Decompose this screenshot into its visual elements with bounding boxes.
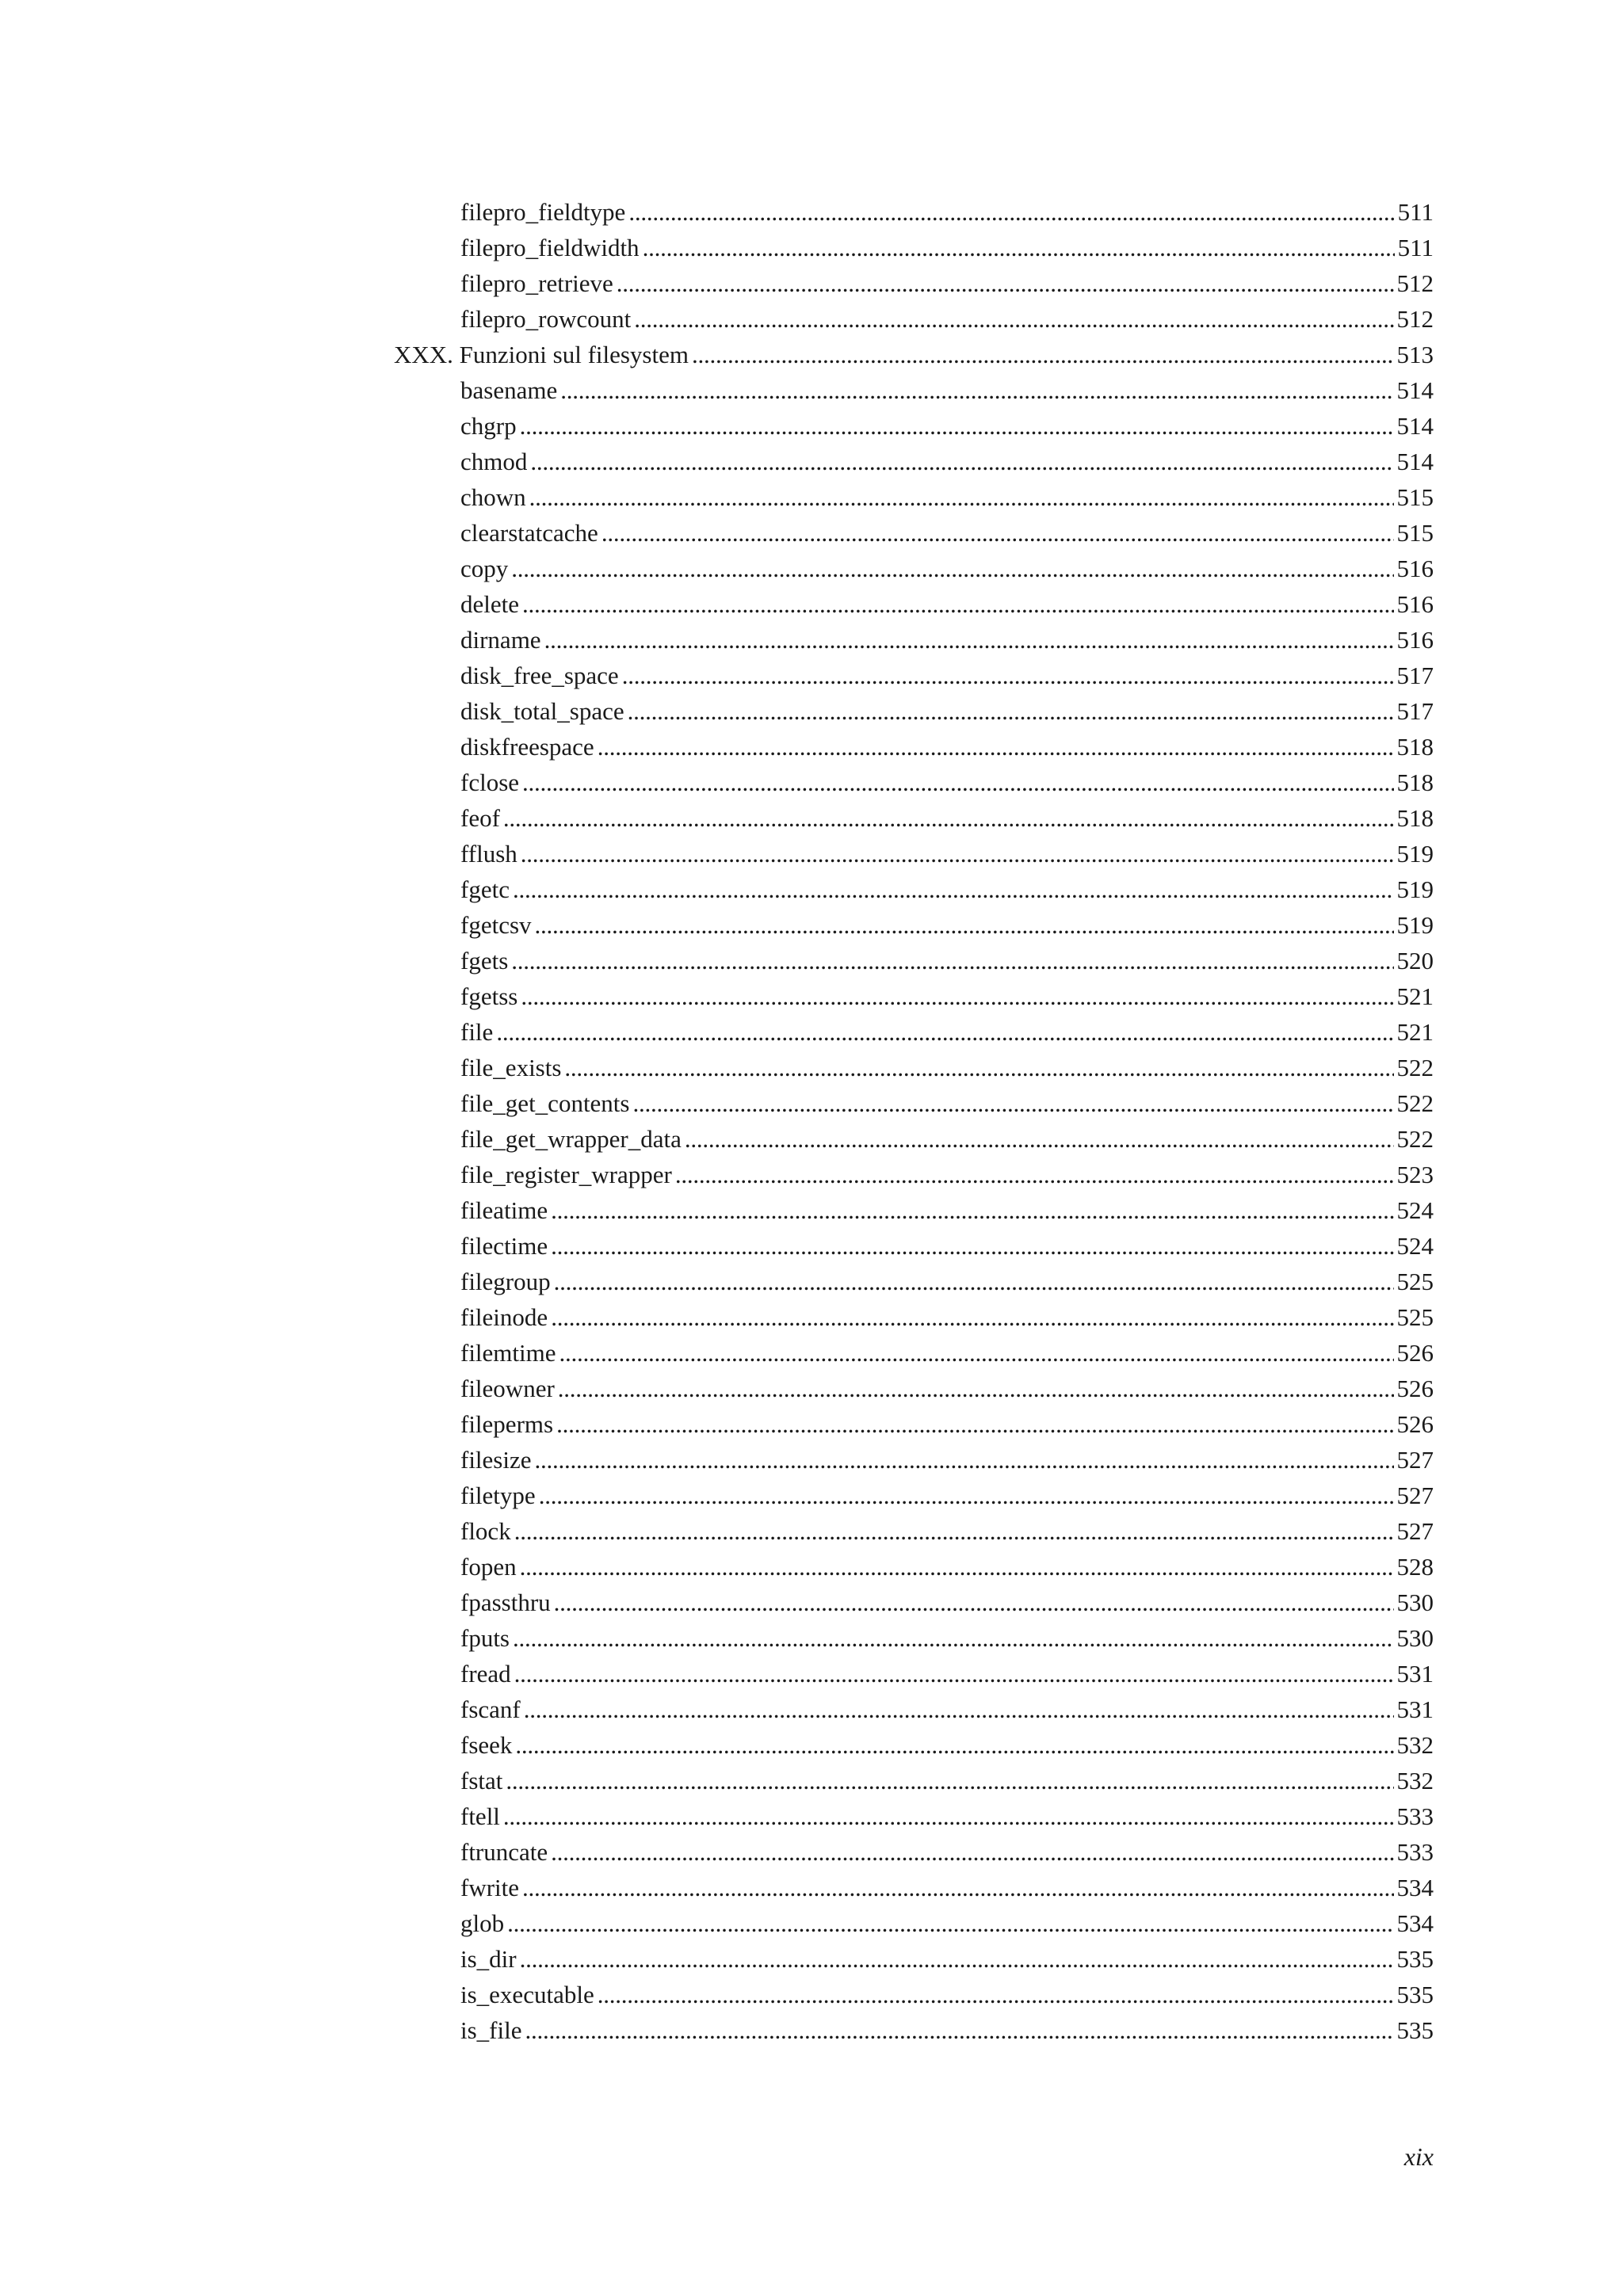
dot-leader	[524, 1691, 1394, 1727]
toc-entry-title: delete	[460, 590, 520, 618]
toc-entry[interactable]	[394, 622, 1434, 658]
dot-leader	[598, 1977, 1394, 2012]
toc-entry[interactable]	[394, 1513, 1434, 1549]
page-folio: xix	[1403, 2142, 1434, 2171]
dot-leader	[601, 515, 1394, 551]
toc-entry[interactable]	[394, 1264, 1434, 1299]
toc-entry-title: chmod	[460, 448, 528, 475]
toc-entry-title: fflush	[460, 840, 517, 868]
toc-entry[interactable]	[394, 372, 1434, 408]
dot-leader	[511, 551, 1393, 586]
dot-leader	[554, 1585, 1394, 1620]
toc-entry-title: copy	[460, 555, 509, 582]
toc-entry-title: filetype	[460, 1482, 536, 1509]
toc-entry[interactable]	[394, 301, 1434, 337]
dot-leader	[559, 1335, 1394, 1371]
toc-entry-page-number: 516	[1396, 626, 1434, 654]
toc-entry[interactable]	[394, 1620, 1434, 1656]
toc-entry[interactable]	[394, 551, 1434, 586]
toc-entry[interactable]	[394, 978, 1434, 1014]
toc-entry-page-number: 517	[1396, 697, 1434, 725]
toc-entry-page-number: 530	[1396, 1589, 1434, 1616]
toc-entry-title: filegroup	[460, 1268, 551, 1295]
dot-leader	[520, 408, 1394, 444]
toc-entry[interactable]	[394, 1014, 1434, 1050]
toc-entry-title: ftruncate	[460, 1838, 548, 1866]
toc-entry-page-number: 524	[1396, 1232, 1434, 1260]
dot-leader	[551, 1834, 1393, 1870]
toc-entry-title: file	[460, 1018, 494, 1046]
toc-entry-title: filepro_fieldwidth	[460, 234, 640, 261]
dot-leader	[525, 2012, 1394, 2048]
toc-entry-title: disk_total_space	[460, 697, 624, 725]
toc-entry[interactable]	[394, 1870, 1434, 1905]
dot-leader	[513, 871, 1394, 907]
toc-entry[interactable]	[394, 479, 1434, 515]
toc-entry-title: is_dir	[460, 1945, 517, 1973]
toc-entry-title: fgetss	[460, 982, 518, 1010]
toc-entry[interactable]	[394, 230, 1434, 265]
dot-leader	[503, 800, 1394, 836]
toc-entry[interactable]	[394, 658, 1434, 693]
dot-leader	[551, 1192, 1393, 1228]
dot-leader	[513, 1620, 1394, 1656]
toc-entry-page-number: 528	[1396, 1553, 1434, 1581]
toc-entry[interactable]	[394, 1442, 1434, 1478]
toc-entry-title: filesize	[460, 1446, 532, 1474]
toc-entry-page-number: 535	[1396, 2016, 1434, 2044]
toc-entry-page-number: 533	[1396, 1802, 1434, 1830]
toc-entry-page-number: 512	[1396, 305, 1434, 333]
toc-entry[interactable]	[394, 1371, 1434, 1406]
toc-entry-page-number: 514	[1396, 448, 1434, 475]
toc-entry-page-number: 522	[1396, 1089, 1434, 1117]
toc-entry-title: filepro_rowcount	[460, 305, 632, 333]
toc-entry-page-number: 514	[1396, 376, 1434, 404]
toc-entry-page-number: 515	[1396, 483, 1434, 511]
toc-entry-page-number: 519	[1396, 875, 1434, 903]
toc-entry-page-number: 533	[1396, 1838, 1434, 1866]
toc-entry-page-number: 526	[1396, 1375, 1434, 1402]
toc-entry-page-number: 525	[1396, 1303, 1434, 1331]
dot-leader	[507, 1905, 1393, 1941]
toc-entry[interactable]	[394, 693, 1434, 729]
toc-entry-title: feof	[460, 804, 500, 832]
toc-section-heading[interactable]	[394, 337, 1434, 372]
table-of-contents	[394, 194, 1434, 2048]
toc-entry-title: file_exists	[460, 1054, 562, 1081]
toc-entry-page-number: 535	[1396, 1945, 1434, 1973]
toc-entry-page-number: 534	[1396, 1874, 1434, 1901]
toc-entry[interactable]	[394, 1406, 1434, 1442]
dot-leader	[522, 765, 1393, 800]
dot-leader	[522, 586, 1393, 622]
toc-entry-title: XXX. Funzioni sul filesystem	[394, 341, 689, 368]
toc-entry[interactable]	[394, 515, 1434, 551]
dot-leader	[685, 1121, 1394, 1157]
toc-entry-title: fpassthru	[460, 1589, 551, 1616]
dot-leader	[560, 372, 1393, 408]
dot-leader	[564, 1050, 1393, 1085]
dot-leader	[622, 658, 1394, 693]
dot-leader	[530, 444, 1393, 479]
toc-entry[interactable]	[394, 1299, 1434, 1335]
dot-leader	[515, 1727, 1393, 1763]
toc-entry-title: fileperms	[460, 1410, 554, 1438]
toc-entry-page-number: 535	[1396, 1981, 1434, 2008]
toc-entry-title: fstat	[460, 1767, 503, 1794]
toc-entry-title: fread	[460, 1660, 511, 1688]
dot-leader	[554, 1264, 1394, 1299]
toc-entry-page-number: 518	[1396, 804, 1434, 832]
dot-leader	[633, 1085, 1394, 1121]
toc-entry-page-number: 516	[1396, 555, 1434, 582]
toc-entry[interactable]	[394, 586, 1434, 622]
toc-entry-page-number: 516	[1396, 590, 1434, 618]
toc-entry-page-number: 513	[1396, 341, 1434, 368]
dot-leader	[520, 1549, 1394, 1585]
toc-entry-page-number: 518	[1396, 733, 1434, 761]
toc-entry[interactable]	[394, 729, 1434, 765]
toc-entry-title: file_register_wrapper	[460, 1161, 672, 1188]
toc-entry-page-number: 522	[1396, 1125, 1434, 1153]
toc-entry-title: file_get_wrapper_data	[460, 1125, 682, 1153]
dot-leader	[643, 230, 1395, 265]
toc-entry-page-number: 511	[1397, 234, 1434, 261]
toc-entry[interactable]	[394, 1050, 1434, 1085]
toc-entry-title: chgrp	[460, 412, 517, 440]
toc-entry-page-number: 531	[1396, 1660, 1434, 1688]
toc-entry-page-number: 527	[1396, 1446, 1434, 1474]
toc-entry[interactable]	[394, 1798, 1434, 1834]
toc-entry-page-number: 532	[1396, 1731, 1434, 1759]
dot-leader	[521, 836, 1394, 871]
toc-entry[interactable]	[394, 1157, 1434, 1192]
toc-entry[interactable]	[394, 836, 1434, 871]
dot-leader	[551, 1299, 1393, 1335]
dot-leader	[511, 943, 1393, 978]
toc-entry[interactable]	[394, 1691, 1434, 1727]
toc-entry-page-number: 526	[1396, 1410, 1434, 1438]
toc-entry-title: diskfreespace	[460, 733, 594, 761]
dot-leader	[551, 1228, 1393, 1264]
dot-leader	[529, 479, 1394, 515]
dot-leader	[556, 1406, 1393, 1442]
toc-entry-title: filepro_fieldtype	[460, 198, 626, 226]
toc-entry-title: filectime	[460, 1232, 548, 1260]
toc-entry[interactable]	[394, 265, 1434, 301]
toc-entry-page-number: 522	[1396, 1054, 1434, 1081]
toc-entry-title: basename	[460, 376, 558, 404]
toc-entry-title: filepro_retrieve	[460, 269, 613, 297]
dot-leader	[634, 301, 1393, 337]
toc-entry-title: is_file	[460, 2016, 522, 2044]
dot-leader	[692, 337, 1394, 372]
toc-entry-title: ftell	[460, 1802, 500, 1830]
toc-entry-title: chown	[460, 483, 526, 511]
toc-entry-title: fileatime	[460, 1196, 548, 1224]
dot-leader	[514, 1656, 1394, 1691]
toc-entry[interactable]	[394, 408, 1434, 444]
toc-entry-title: dirname	[460, 626, 541, 654]
dot-leader	[535, 1442, 1394, 1478]
toc-entry-page-number: 532	[1396, 1767, 1434, 1794]
toc-entry-title: file_get_contents	[460, 1089, 630, 1117]
toc-entry-title: fileowner	[460, 1375, 555, 1402]
toc-entry[interactable]	[394, 194, 1434, 230]
toc-entry-page-number: 511	[1397, 198, 1434, 226]
toc-entry-title: clearstatcache	[460, 519, 598, 547]
toc-entry[interactable]	[394, 1977, 1434, 2012]
toc-entry-page-number: 524	[1396, 1196, 1434, 1224]
toc-entry-title: fgets	[460, 947, 509, 974]
toc-entry[interactable]	[394, 1834, 1434, 1870]
toc-entry-title: fputs	[460, 1624, 510, 1652]
dot-leader	[617, 265, 1394, 301]
toc-entry-page-number: 527	[1396, 1482, 1434, 1509]
toc-entry[interactable]	[394, 1228, 1434, 1264]
toc-entry[interactable]	[394, 1192, 1434, 1228]
toc-entry-page-number: 517	[1396, 662, 1434, 689]
toc-entry[interactable]	[394, 1763, 1434, 1798]
dot-leader	[539, 1478, 1394, 1513]
toc-entry-title: is_executable	[460, 1981, 594, 2008]
dot-leader	[503, 1798, 1394, 1834]
toc-entry[interactable]	[394, 1585, 1434, 1620]
toc-entry-title: fileinode	[460, 1303, 548, 1331]
dot-leader	[514, 1513, 1394, 1549]
toc-entry[interactable]	[394, 2012, 1434, 2048]
toc-entry[interactable]	[394, 765, 1434, 800]
toc-entry-page-number: 519	[1396, 911, 1434, 939]
toc-entry[interactable]	[394, 1549, 1434, 1585]
toc-entry-page-number: 527	[1396, 1517, 1434, 1545]
toc-entry-title: fwrite	[460, 1874, 520, 1901]
dot-leader	[544, 622, 1394, 658]
toc-entry-page-number: 523	[1396, 1161, 1434, 1188]
dot-leader	[522, 1870, 1393, 1905]
toc-entry-title: fclose	[460, 769, 520, 796]
toc-entry[interactable]	[394, 1941, 1434, 1977]
dot-leader	[675, 1157, 1394, 1192]
toc-entry-title: flock	[460, 1517, 511, 1545]
dot-leader	[506, 1763, 1393, 1798]
dot-leader	[628, 194, 1394, 230]
toc-entry-title: filemtime	[460, 1339, 556, 1367]
toc-entry-title: fseek	[460, 1731, 513, 1759]
toc-entry-title: glob	[460, 1909, 505, 1937]
toc-entry[interactable]	[394, 1656, 1434, 1691]
toc-entry[interactable]	[394, 1335, 1434, 1371]
toc-entry-title: fgetcsv	[460, 911, 532, 939]
toc-entry[interactable]	[394, 943, 1434, 978]
toc-entry[interactable]	[394, 1905, 1434, 1941]
toc-entry-page-number: 512	[1396, 269, 1434, 297]
toc-entry-title: disk_free_space	[460, 662, 619, 689]
toc-entry[interactable]	[394, 907, 1434, 943]
dot-leader	[535, 907, 1394, 943]
toc-entry-page-number: 531	[1396, 1695, 1434, 1723]
toc-entry-page-number: 521	[1396, 982, 1434, 1010]
dot-leader	[558, 1371, 1394, 1406]
dot-leader	[521, 978, 1393, 1014]
toc-entry-page-number: 515	[1396, 519, 1434, 547]
toc-entry-page-number: 518	[1396, 769, 1434, 796]
toc-entry[interactable]	[394, 871, 1434, 907]
toc-entry-page-number: 520	[1396, 947, 1434, 974]
toc-entry-title: fscanf	[460, 1695, 521, 1723]
dot-leader	[496, 1014, 1393, 1050]
toc-entry-page-number: 525	[1396, 1268, 1434, 1295]
toc-entry-page-number: 530	[1396, 1624, 1434, 1652]
toc-entry-page-number: 519	[1396, 840, 1434, 868]
toc-entry-page-number: 521	[1396, 1018, 1434, 1046]
toc-entry[interactable]	[394, 1121, 1434, 1157]
dot-leader	[520, 1941, 1394, 1977]
toc-entry-page-number: 534	[1396, 1909, 1434, 1937]
toc-entry-page-number: 514	[1396, 412, 1434, 440]
toc-entry[interactable]	[394, 1478, 1434, 1513]
toc-entry[interactable]	[394, 1727, 1434, 1763]
toc-entry-title: fgetc	[460, 875, 510, 903]
toc-entry-page-number: 526	[1396, 1339, 1434, 1367]
toc-entry[interactable]	[394, 444, 1434, 479]
toc-entry-title: fopen	[460, 1553, 517, 1581]
toc-entry[interactable]	[394, 1085, 1434, 1121]
dot-leader	[598, 729, 1394, 765]
toc-entry[interactable]	[394, 800, 1434, 836]
dot-leader	[628, 693, 1394, 729]
